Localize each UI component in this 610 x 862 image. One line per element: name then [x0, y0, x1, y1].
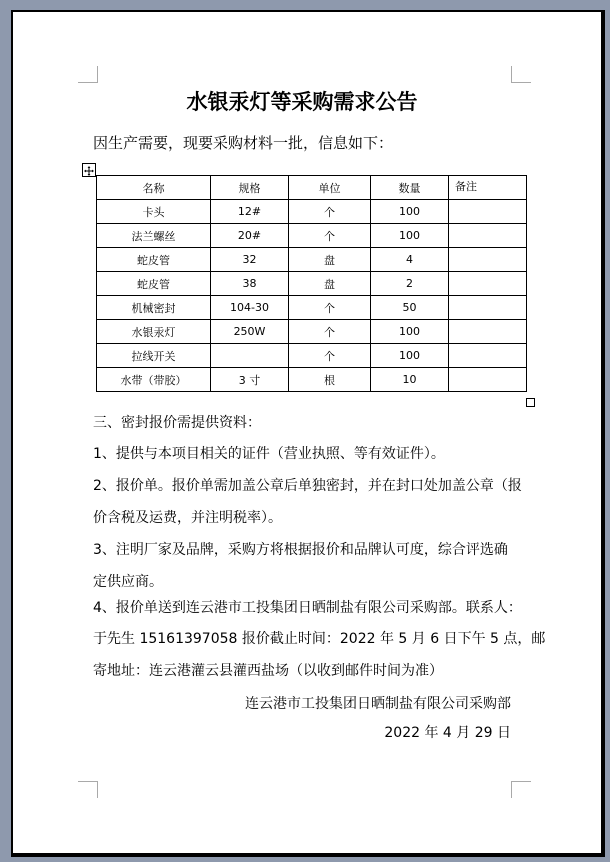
table-row: [97, 296, 527, 320]
page-title: 水银汞灯等采购需求公告: [186, 90, 418, 114]
cell-unit[interactable]: 个: [289, 296, 371, 320]
cell-spec[interactable]: 20#: [211, 224, 289, 248]
document-page[interactable]: [11, 10, 605, 857]
cell-name[interactable]: 水带（带胶）: [97, 368, 211, 392]
cell-spec[interactable]: [211, 344, 289, 368]
table-resize-handle[interactable]: [526, 398, 535, 407]
header-name[interactable]: 名称: [97, 176, 211, 200]
closing-department: 连云港市工投集团日晒制盐有限公司采购部: [245, 696, 511, 712]
cell-remark[interactable]: [449, 272, 527, 296]
cell-spec[interactable]: 38: [211, 272, 289, 296]
notice-item-4-line-1: 4、报价单送到连云港市工投集团日晒制盐有限公司采购部。联系人：: [93, 600, 522, 616]
cell-unit[interactable]: 个: [289, 200, 371, 224]
notice-item-1-line-1: 1、提供与本项目相关的证件（营业执照、等有效证件）。: [93, 446, 445, 462]
cell-quantity[interactable]: 100: [371, 344, 449, 368]
cell-remark[interactable]: [449, 368, 527, 392]
cell-remark[interactable]: [449, 248, 527, 272]
cell-unit[interactable]: 个: [289, 224, 371, 248]
cell-spec[interactable]: 12#: [211, 200, 289, 224]
section-heading: 三、密封报价需提供资料：: [93, 415, 261, 431]
cell-name[interactable]: 卡头: [97, 200, 211, 224]
cell-name[interactable]: 蛇皮管: [97, 248, 211, 272]
closing-date: 2022 年 4 月 29 日: [384, 725, 511, 741]
margin-crop-mark-bottom-left: [78, 781, 98, 798]
notice-item-3-line-1: 3、注明厂家及品牌，采购方将根据报价和品牌认可度，综合评选确: [93, 542, 508, 558]
header-quantity[interactable]: 数量: [371, 176, 449, 200]
header-spec[interactable]: 规格: [211, 176, 289, 200]
cell-quantity[interactable]: 100: [371, 200, 449, 224]
header-unit[interactable]: 单位: [289, 176, 371, 200]
cell-remark[interactable]: [449, 224, 527, 248]
notice-item-4-line-3: 寄地址：连云港灌云县灌西盐场（以收到邮件时间为准）: [93, 663, 443, 679]
cell-spec[interactable]: 3 寸: [211, 368, 289, 392]
cell-unit[interactable]: 盘: [289, 248, 371, 272]
table-row: [97, 344, 527, 368]
cell-quantity[interactable]: 10: [371, 368, 449, 392]
cell-unit[interactable]: 个: [289, 320, 371, 344]
cell-remark[interactable]: [449, 296, 527, 320]
cell-spec[interactable]: 32: [211, 248, 289, 272]
margin-crop-mark-bottom-right: [511, 781, 531, 798]
table-row: [97, 224, 527, 248]
cell-name[interactable]: 法兰螺丝: [97, 224, 211, 248]
cell-name[interactable]: 机械密封: [97, 296, 211, 320]
cell-remark[interactable]: [449, 200, 527, 224]
table-move-handle[interactable]: [82, 163, 96, 177]
cell-spec[interactable]: 250W: [211, 320, 289, 344]
cell-unit[interactable]: 根: [289, 368, 371, 392]
notice-item-2-line-1: 2、报价单。报价单需加盖公章后单独密封，并在封口处加盖公章（报: [93, 478, 522, 494]
cell-quantity[interactable]: 100: [371, 224, 449, 248]
notice-item-3-line-2: 定供应商。: [93, 574, 163, 590]
move-arrows-icon: [84, 161, 94, 180]
notice-item-4-line-2: 于先生 15161397058 报价截止时间：2022 年 5 月 6 日下午 5 点，邮: [93, 631, 546, 647]
cell-unit[interactable]: 个: [289, 344, 371, 368]
margin-crop-mark-top-right: [511, 66, 531, 83]
cell-remark[interactable]: [449, 320, 527, 344]
cell-quantity[interactable]: 50: [371, 296, 449, 320]
table-row: [97, 368, 527, 392]
table-row: [97, 200, 527, 224]
notice-item-2-line-2: 价含税及运费，并注明税率）。: [93, 510, 282, 526]
intro-text: 因生产需要，现要采购材料一批，信息如下：: [93, 134, 394, 152]
cell-quantity[interactable]: 2: [371, 272, 449, 296]
cell-name[interactable]: 拉线开关: [97, 344, 211, 368]
header-remark[interactable]: 备注: [449, 176, 527, 200]
procurement-items-table: [96, 175, 527, 392]
margin-crop-mark-top-left: [78, 66, 98, 83]
table-row: [97, 248, 527, 272]
cell-remark[interactable]: [449, 344, 527, 368]
table-header-row: [97, 176, 527, 200]
cell-quantity[interactable]: 100: [371, 320, 449, 344]
table-row: [97, 272, 527, 296]
cell-spec[interactable]: 104-30: [211, 296, 289, 320]
cell-quantity[interactable]: 4: [371, 248, 449, 272]
cell-name[interactable]: 蛇皮管: [97, 272, 211, 296]
cell-unit[interactable]: 盘: [289, 272, 371, 296]
cell-name[interactable]: 水银汞灯: [97, 320, 211, 344]
table-row: [97, 320, 527, 344]
